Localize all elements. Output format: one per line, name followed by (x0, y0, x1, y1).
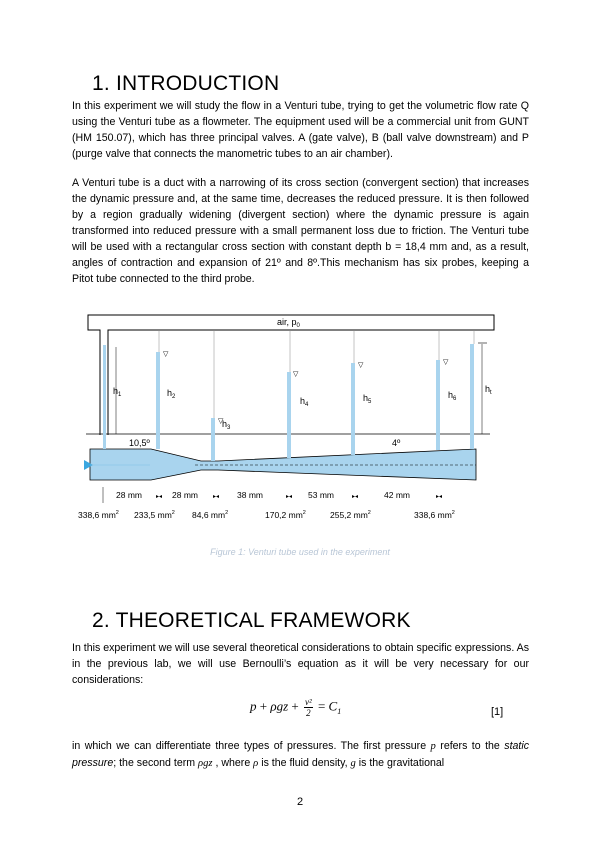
angle-expansion: 4º (392, 438, 401, 448)
head-label-h4: $h_4$ (300, 396, 309, 408)
probe-tube-3 (211, 418, 215, 461)
svg-text:▸◂: ▸◂ (286, 494, 293, 500)
intro-paragraph-2: A Venturi tube is a duct with a narrowing of its cross section (convergent section) that increases the dynamic pressure and, at the same time, decreases the reduced pressure. It is then followed by a region gradually widening (divergent section) where the dynamic pressure is again transformed into reduced pressure with a small permanent loss due to friction. The Venturi tube will be used with a rectangular cross section with constant depth b = 18,4 mm and, as a result, angles of contraction and expansion of 21º and 8º.This mechanism has six probes, keeping a Pitot tube connected to the third probe. (72, 177, 529, 285)
venturi-water-body (90, 449, 476, 480)
bernoulli-equation: p + ρgz + $\frac{\text{v²}}{2}$ = $C_1$ (250, 697, 342, 718)
pitot-tube (470, 344, 474, 449)
svg-text:▽: ▽ (443, 359, 449, 366)
svg-text:▽: ▽ (358, 362, 364, 369)
manometer-tubes (103, 330, 474, 461)
frac-denominator: 2 (306, 708, 311, 718)
distance-4: 53 mm (308, 490, 334, 500)
section-heading-theoretical-framework: 2. THEORETICAL FRAMEWORK (92, 609, 411, 632)
equation-number: [1] (491, 706, 504, 718)
area-5: 255,2 $mm^2$ (330, 510, 371, 520)
page-number: 2 (296, 796, 304, 808)
distance-2: 28 mm (172, 490, 198, 500)
angle-contraction: 10,5º (129, 438, 150, 448)
svg-text:▸◂: ▸◂ (156, 494, 163, 500)
frac-numerator: v² (305, 697, 312, 707)
head-label-h2: $h_2$ (167, 388, 176, 400)
air-label: air, $p_0$ (277, 317, 300, 329)
section-heading-introduction: 1. INTRODUCTION (92, 72, 280, 95)
probe-tube-2 (156, 352, 160, 449)
intro-paragraph-1: In this experiment we will study the flow in a Venturi tube, trying to get the volumetric flow rate Q using the Venturi tube as a flowmeter. The equipment used will be a commercial unit from GUNT (HM 150.07), which has three principal valves. A (gate valve), B (ball valve downstream) and P (purge valve that connects the manometric tubes to an air chamber). (72, 100, 529, 160)
svg-text:▽: ▽ (293, 371, 299, 378)
svg-text:▽: ▽ (163, 351, 169, 358)
head-label-h6: $h_6$ (448, 390, 457, 402)
probe-tube-6 (436, 360, 440, 450)
area-6: 338,6 $mm^2$ (414, 510, 455, 520)
theory-paragraph-2: in which we can differentiate three types of pressures. The first pressure p refers to the static pressure; the second term ρgz , where ρ is the fluid density, g is the gravitational (72, 740, 529, 769)
head-label-h1: $h_1$ (113, 386, 122, 398)
area-1: 338,6 $mm^2$ (78, 510, 119, 520)
svg-text:▽: ▽ (218, 418, 224, 425)
svg-text:▸◂: ▸◂ (352, 494, 359, 500)
area-3: 84,6 $mm^2$ (192, 510, 229, 520)
area-4: 170,2 $mm^2$ (265, 510, 306, 520)
svg-text:▸◂: ▸◂ (213, 494, 220, 500)
head-label-h3: $h_3$ (222, 419, 231, 431)
head-label-h5: $h_5$ (363, 393, 372, 405)
theory-paragraph-1: In this experiment we will use several theoretical considerations to obtain specific expressions. As in the previous lab, we will use Bernoulli’s equation as it will be very necessary for our considerations: (72, 642, 529, 686)
distance-3: 38 mm (237, 490, 263, 500)
probe-tube-4 (287, 372, 291, 458)
svg-text:▸◂: ▸◂ (436, 494, 443, 500)
area-2: 233,5 $mm^2$ (134, 510, 175, 520)
probe-tube-1 (103, 345, 106, 449)
distance-5: 42 mm (384, 490, 410, 500)
distance-1: 28 mm (116, 490, 142, 500)
figure-caption: Figure 1: Venturi tube used in the experiment (210, 547, 390, 557)
probe-tube-5 (351, 363, 355, 455)
head-label-ht: $h_t$ (485, 384, 492, 396)
